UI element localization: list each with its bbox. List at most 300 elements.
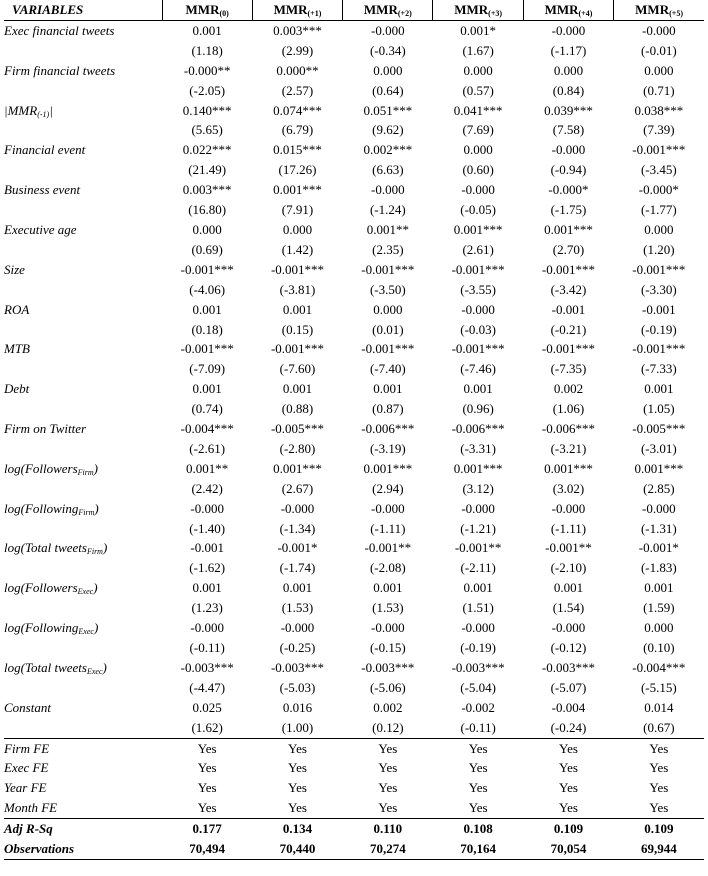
coefficient-cell: -0.004*** bbox=[180, 421, 234, 437]
empty-cell bbox=[4, 439, 162, 459]
t-stat-cell: (-0.25) bbox=[279, 640, 316, 655]
coefficient-cell: 0.001** bbox=[366, 221, 409, 237]
statistic-cell: 70,440 bbox=[252, 839, 342, 859]
t-stat-cell: (0.87) bbox=[372, 401, 404, 417]
coefficient-cell: 0.140*** bbox=[182, 102, 232, 118]
statistic-cell: 0.108 bbox=[463, 821, 493, 837]
coefficient-cell: 0.000 bbox=[553, 62, 584, 78]
coefficient-cell: -0.001*** bbox=[632, 142, 686, 158]
coefficient-cell: -0.000 bbox=[642, 500, 676, 516]
column-header-4 bbox=[523, 0, 613, 20]
tstat-row bbox=[4, 519, 704, 539]
coefficient-row bbox=[4, 20, 704, 40]
coefficient-cell: 0.001*** bbox=[363, 460, 413, 476]
t-stat-cell: (2.99) bbox=[281, 42, 314, 58]
coefficient-cell: -0.004*** bbox=[632, 659, 686, 675]
t-stat-cell: (7.69) bbox=[462, 122, 494, 138]
t-stat-cell: (-0.19) bbox=[460, 640, 497, 655]
t-stat-cell: (-3.42) bbox=[550, 281, 587, 297]
coefficient-cell: -0.003*** bbox=[541, 659, 596, 675]
empty-cell bbox=[4, 200, 162, 220]
fixed-effect-cell: Yes bbox=[378, 760, 398, 776]
fixed-effect-cell: Yes bbox=[378, 780, 398, 796]
coefficient-cell: 0.001 bbox=[644, 580, 674, 596]
coefficient-cell: -0.001*** bbox=[541, 261, 596, 277]
t-stat-cell: (1.23) bbox=[191, 600, 223, 616]
coefficient-row bbox=[4, 578, 704, 598]
fixed-effect-cell: Yes bbox=[468, 760, 488, 776]
t-stat-cell: (6.79) bbox=[281, 122, 314, 138]
t-stat-cell: (-4.47) bbox=[189, 679, 226, 695]
coefficient-cell: -0.000 bbox=[461, 500, 495, 516]
column-header-base: MMR bbox=[185, 2, 220, 17]
t-stat-cell: (-3.55) bbox=[460, 281, 497, 297]
t-stat-cell: (-0.12) bbox=[550, 640, 587, 655]
coefficient-cell: 0.014 bbox=[644, 699, 674, 715]
t-stat-cell: (9.62) bbox=[372, 122, 404, 138]
t-stat-cell: (-5.07) bbox=[550, 679, 587, 695]
t-stat-cell: (0.60) bbox=[462, 162, 494, 178]
t-stat-cell: (-7.33) bbox=[640, 361, 677, 377]
tstat-row bbox=[4, 718, 704, 738]
t-stat-cell: (-7.09) bbox=[189, 361, 226, 377]
coefficient-cell: 0.001 bbox=[463, 580, 493, 596]
coefficient-row bbox=[4, 459, 704, 479]
coefficient-cell: 0.000 bbox=[644, 221, 674, 237]
variable-label: log(Following$_{Firm}$) bbox=[4, 500, 99, 517]
tstat-row bbox=[4, 120, 704, 140]
coefficient-cell: -0.001*** bbox=[632, 341, 686, 357]
header-row bbox=[4, 0, 704, 20]
coefficient-row bbox=[4, 260, 704, 280]
coefficient-cell: -0.000* bbox=[638, 182, 679, 198]
fixed-effect-cell: Yes bbox=[523, 798, 613, 818]
coefficient-cell: -0.001*** bbox=[180, 341, 234, 357]
coefficient-cell: -0.000 bbox=[551, 620, 586, 636]
coefficient-cell: 0.001 bbox=[282, 381, 313, 397]
t-stat-cell: (-1.34) bbox=[279, 520, 316, 536]
coefficient-cell: 0.000 bbox=[644, 62, 674, 78]
statistic-cell: 0.110 bbox=[373, 821, 403, 837]
coefficient-cell: 0.001*** bbox=[544, 460, 593, 476]
coefficient-cell: -0.000** bbox=[183, 62, 231, 78]
coefficient-cell: 0.001*** bbox=[273, 460, 322, 476]
tstat-row bbox=[4, 359, 704, 379]
variable-label: Firm financial tweets bbox=[4, 62, 116, 78]
tstat-row bbox=[4, 81, 704, 101]
empty-cell bbox=[4, 81, 162, 101]
t-stat-cell: (0.67) bbox=[614, 718, 704, 738]
coefficient-cell: 0.001 bbox=[463, 381, 493, 397]
coefficient-cell: -0.001*** bbox=[451, 341, 505, 357]
fixed-effect-cell: Yes bbox=[468, 740, 488, 756]
t-stat-cell: (-2.11) bbox=[460, 560, 496, 576]
fixed-effect-row bbox=[4, 738, 704, 758]
coefficient-cell: 0.003*** bbox=[182, 182, 232, 198]
tstat-row bbox=[4, 399, 704, 419]
t-stat-cell: (-2.61) bbox=[189, 440, 226, 456]
tstat-row bbox=[4, 200, 704, 220]
coefficient-cell: -0.005*** bbox=[270, 421, 325, 437]
t-stat-cell: (7.91) bbox=[281, 202, 314, 218]
empty-cell bbox=[4, 718, 162, 738]
t-stat-cell: (-0.19) bbox=[640, 321, 677, 337]
regression-table bbox=[4, 0, 704, 860]
statistic-cell: 70,164 bbox=[433, 839, 523, 859]
t-stat-cell: (0.01) bbox=[372, 321, 404, 337]
coefficient-cell: -0.000 bbox=[280, 500, 315, 516]
coefficient-cell: 0.001*** bbox=[544, 221, 593, 237]
coefficient-row bbox=[4, 220, 704, 240]
statistic-cell: 0.134 bbox=[282, 821, 313, 837]
empty-cell bbox=[4, 359, 162, 379]
coefficient-cell: -0.003*** bbox=[451, 659, 505, 675]
t-stat-cell: (-1.11) bbox=[370, 520, 406, 536]
tstat-row bbox=[4, 41, 704, 61]
empty-cell bbox=[4, 479, 162, 499]
coefficient-cell: 0.039*** bbox=[544, 102, 593, 118]
statistic-cell: 0.109 bbox=[644, 821, 674, 837]
coefficient-cell: -0.001*** bbox=[270, 341, 325, 357]
coefficient-cell: 0.041*** bbox=[453, 102, 503, 118]
statistic-cell: 70,494 bbox=[162, 839, 252, 859]
t-stat-cell: (1.62) bbox=[162, 718, 252, 738]
variable-label: Financial event bbox=[4, 142, 86, 158]
variable-label: Month FE bbox=[4, 798, 162, 818]
coefficient-cell: 0.022*** bbox=[182, 142, 232, 158]
coefficient-cell: 0.000 bbox=[644, 620, 674, 636]
coefficient-cell: 0.001 bbox=[373, 580, 403, 596]
statistic-cell: 70,274 bbox=[343, 839, 433, 859]
coefficient-cell: -0.000 bbox=[371, 22, 405, 38]
variable-label: $|MMR_{(-1)}|$ bbox=[4, 102, 53, 119]
fixed-effect-cell: Yes bbox=[288, 760, 307, 776]
t-stat-cell: (-5.06) bbox=[369, 679, 406, 695]
variable-label: log(Followers$_{Exec}$) bbox=[4, 580, 98, 597]
coefficient-cell: 0.001** bbox=[186, 460, 229, 476]
coefficient-row bbox=[4, 61, 704, 81]
t-stat-cell: (-5.03) bbox=[279, 679, 316, 695]
coefficient-cell: -0.000 bbox=[551, 500, 586, 516]
t-stat-cell: (-3.50) bbox=[369, 281, 406, 297]
t-stat-cell: (0.18) bbox=[191, 321, 223, 337]
coefficient-cell: 0.001*** bbox=[453, 221, 503, 237]
statistic-row bbox=[4, 839, 704, 859]
t-stat-cell: (0.88) bbox=[281, 401, 314, 417]
statistic-cell: 70,054 bbox=[523, 839, 613, 859]
column-header-sub: (+1) bbox=[307, 9, 322, 18]
coefficient-cell: -0.000 bbox=[461, 182, 495, 198]
coefficient-row bbox=[4, 698, 704, 718]
t-stat-cell: (-0.11) bbox=[433, 718, 523, 738]
coefficient-cell: -0.001*** bbox=[541, 341, 596, 357]
t-stat-cell: (-1.83) bbox=[640, 560, 677, 576]
coefficient-cell: -0.000* bbox=[548, 182, 589, 198]
fixed-effect-cell: Yes bbox=[378, 740, 398, 756]
column-header-base: MMR bbox=[454, 2, 489, 17]
fixed-effect-row bbox=[4, 798, 704, 818]
fixed-effect-cell: Yes bbox=[162, 798, 252, 818]
t-stat-cell: (-0.94) bbox=[550, 162, 587, 178]
coefficient-row bbox=[4, 140, 704, 160]
t-stat-cell: (7.58) bbox=[552, 122, 585, 138]
empty-cell bbox=[4, 399, 162, 419]
variable-label: log(Total tweets$_{Firm}$) bbox=[4, 540, 108, 557]
fixed-effect-cell: Yes bbox=[197, 740, 217, 756]
t-stat-cell: (1.05) bbox=[643, 401, 675, 417]
t-stat-cell: (-3.19) bbox=[369, 440, 406, 456]
fixed-effect-cell: Yes bbox=[288, 780, 307, 796]
coefficient-cell: -0.006*** bbox=[361, 421, 415, 437]
coefficient-cell: -0.001*** bbox=[451, 261, 505, 277]
variable-label: Year FE bbox=[4, 780, 47, 796]
t-stat-cell: (-0.24) bbox=[523, 718, 613, 738]
coefficient-cell: 0.051*** bbox=[363, 102, 413, 118]
coefficient-cell: -0.001* bbox=[277, 540, 318, 556]
t-stat-cell: (-3.21) bbox=[550, 440, 587, 456]
coefficient-cell: 0.000** bbox=[276, 62, 319, 78]
t-stat-cell: (0.96) bbox=[462, 401, 494, 417]
t-stat-cell: (2.57) bbox=[281, 82, 314, 98]
coefficient-cell: 0.001* bbox=[460, 22, 497, 38]
variable-label: MTB bbox=[4, 341, 30, 357]
t-stat-cell: (1.53) bbox=[281, 600, 314, 616]
t-stat-cell: (-4.06) bbox=[189, 281, 226, 297]
variable-label: ROA bbox=[4, 301, 30, 317]
coefficient-row bbox=[4, 101, 704, 121]
t-stat-cell: (1.00) bbox=[252, 718, 342, 738]
fixed-effect-row bbox=[4, 758, 704, 778]
coefficient-cell: 0.025 bbox=[192, 699, 222, 715]
empty-cell bbox=[4, 558, 162, 578]
coefficient-cell: 0.000 bbox=[463, 142, 493, 158]
coefficient-cell: 0.000 bbox=[463, 62, 493, 78]
statistic-cell: 0.109 bbox=[553, 821, 584, 837]
column-header-3 bbox=[433, 0, 523, 20]
coefficient-cell: -0.003*** bbox=[270, 659, 325, 675]
variable-label: log(Total tweets$_{Exec}$) bbox=[4, 659, 107, 676]
column-header-sub: (+2) bbox=[397, 9, 412, 18]
t-stat-cell: (-1.24) bbox=[369, 202, 406, 218]
variable-label: Debt bbox=[4, 381, 30, 397]
fixed-effect-cell: Yes bbox=[252, 798, 342, 818]
t-stat-cell: (21.49) bbox=[188, 162, 227, 178]
coefficient-cell: 0.001 bbox=[192, 381, 222, 397]
t-stat-cell: (-0.15) bbox=[369, 640, 406, 655]
coefficient-cell: 0.074*** bbox=[273, 102, 322, 118]
t-stat-cell: (-3.45) bbox=[640, 162, 677, 178]
empty-cell bbox=[4, 160, 162, 180]
statistic-cell: 69,944 bbox=[614, 839, 704, 859]
coefficient-cell: -0.000 bbox=[461, 620, 495, 636]
coefficient-cell: -0.000 bbox=[461, 301, 495, 317]
tstat-row bbox=[4, 160, 704, 180]
variable-label: Firm on Twitter bbox=[4, 421, 87, 437]
column-header-sub: (+5) bbox=[669, 9, 683, 18]
column-header-sub: (+3) bbox=[488, 9, 503, 18]
t-stat-cell: (0.71) bbox=[643, 82, 675, 98]
statistic-row bbox=[4, 819, 704, 839]
t-stat-cell: (-7.46) bbox=[460, 361, 497, 377]
tstat-row bbox=[4, 320, 704, 340]
column-header-0 bbox=[162, 0, 252, 20]
column-header-2 bbox=[343, 0, 433, 20]
fixed-effect-row bbox=[4, 778, 704, 798]
fixed-effect-cell: Yes bbox=[649, 760, 669, 776]
t-stat-cell: (0.15) bbox=[281, 321, 314, 337]
t-stat-cell: (-0.34) bbox=[369, 42, 406, 58]
column-header-sub: (+4) bbox=[578, 9, 593, 18]
t-stat-cell: (0.74) bbox=[191, 401, 223, 417]
t-stat-cell: (16.80) bbox=[188, 202, 227, 218]
variables-header: VARIABLES bbox=[4, 0, 162, 20]
t-stat-cell: (0.84) bbox=[552, 82, 585, 98]
coefficient-cell: 0.002*** bbox=[363, 142, 413, 158]
t-stat-cell: (1.51) bbox=[462, 600, 494, 616]
variable-label: Size bbox=[4, 261, 25, 277]
empty-cell bbox=[4, 638, 162, 658]
variable-label: log(Following$_{Exec}$) bbox=[4, 620, 99, 637]
tstat-row bbox=[4, 439, 704, 459]
coefficient-cell: 0.002 bbox=[553, 381, 584, 397]
fixed-effect-cell: Yes bbox=[468, 780, 488, 796]
coefficient-cell: 0.015*** bbox=[273, 142, 322, 158]
coefficient-cell: 0.000 bbox=[192, 221, 222, 237]
tstat-row bbox=[4, 638, 704, 658]
t-stat-cell: (0.69) bbox=[191, 241, 223, 257]
t-stat-cell: (-1.74) bbox=[279, 560, 316, 576]
coefficient-cell: -0.006*** bbox=[541, 421, 596, 437]
coefficient-cell: -0.001** bbox=[454, 540, 502, 556]
coefficient-cell: 0.001 bbox=[282, 580, 313, 596]
t-stat-cell: (2.42) bbox=[191, 480, 223, 496]
variable-label: Observations bbox=[4, 839, 162, 859]
coefficient-row bbox=[4, 419, 704, 439]
coefficient-cell: -0.001 bbox=[190, 540, 224, 556]
coefficient-row bbox=[4, 180, 704, 200]
coefficient-cell: -0.004 bbox=[551, 699, 586, 715]
coefficient-cell: -0.001 bbox=[642, 301, 676, 317]
t-stat-cell: (2.35) bbox=[372, 241, 404, 257]
t-stat-cell: (2.61) bbox=[462, 241, 494, 257]
t-stat-cell: (-5.15) bbox=[640, 679, 677, 695]
coefficient-cell: 0.001 bbox=[192, 22, 222, 38]
coefficient-cell: 0.000 bbox=[373, 62, 403, 78]
t-stat-cell: (0.64) bbox=[372, 82, 404, 98]
t-stat-cell: (1.67) bbox=[462, 42, 494, 58]
variable-label: Business event bbox=[4, 182, 81, 198]
t-stat-cell: (-2.05) bbox=[189, 82, 226, 98]
coefficient-cell: -0.001** bbox=[545, 540, 592, 556]
t-stat-cell: (3.12) bbox=[462, 480, 494, 496]
coefficient-cell: -0.000 bbox=[280, 620, 315, 636]
coefficient-cell: -0.005*** bbox=[632, 421, 686, 437]
t-stat-cell: (2.67) bbox=[281, 480, 314, 496]
t-stat-cell: (3.02) bbox=[552, 480, 585, 496]
t-stat-cell: (1.59) bbox=[643, 600, 675, 616]
coefficient-cell: 0.001 bbox=[192, 580, 222, 596]
variable-label: Constant bbox=[4, 699, 51, 715]
tstat-row bbox=[4, 240, 704, 260]
coefficient-cell: 0.000 bbox=[373, 301, 403, 317]
coefficient-cell: -0.000 bbox=[190, 500, 224, 516]
t-stat-cell: (2.70) bbox=[552, 241, 585, 257]
coefficient-cell: -0.000 bbox=[371, 500, 405, 516]
coefficient-cell: -0.006*** bbox=[451, 421, 505, 437]
coefficient-cell: -0.000 bbox=[371, 620, 405, 636]
t-stat-cell: (-3.01) bbox=[640, 440, 677, 456]
fixed-effect-cell: Yes bbox=[288, 740, 307, 756]
fixed-effect-cell: Yes bbox=[649, 740, 669, 756]
coefficient-row bbox=[4, 339, 704, 359]
t-stat-cell: (-2.08) bbox=[369, 560, 406, 576]
t-stat-cell: (17.26) bbox=[278, 162, 317, 178]
coefficient-row bbox=[4, 379, 704, 399]
t-stat-cell: (7.39) bbox=[643, 122, 675, 138]
fixed-effect-cell: Yes bbox=[343, 798, 433, 818]
t-stat-cell: (-0.05) bbox=[460, 202, 497, 218]
fixed-effect-cell: Yes bbox=[649, 780, 669, 796]
coefficient-cell: 0.016 bbox=[282, 699, 313, 715]
t-stat-cell: (-7.60) bbox=[279, 361, 316, 377]
fixed-effect-cell: Yes bbox=[197, 780, 217, 796]
fixed-effect-cell: Yes bbox=[197, 760, 217, 776]
coefficient-cell: -0.001** bbox=[364, 540, 412, 556]
coefficient-cell: -0.000 bbox=[190, 620, 224, 636]
column-header-base: MMR bbox=[635, 2, 670, 17]
t-stat-cell: (-1.40) bbox=[189, 520, 226, 536]
column-header-base: MMR bbox=[363, 2, 398, 17]
coefficient-cell: -0.001*** bbox=[632, 261, 686, 277]
t-stat-cell: (-1.77) bbox=[640, 202, 677, 218]
t-stat-cell: (-7.40) bbox=[369, 361, 406, 377]
t-stat-cell: (-1.31) bbox=[640, 520, 677, 536]
t-stat-cell: (-0.01) bbox=[640, 42, 677, 58]
column-header-5 bbox=[614, 0, 704, 20]
t-stat-cell: (1.18) bbox=[191, 42, 223, 58]
tstat-row bbox=[4, 280, 704, 300]
t-stat-cell: (6.63) bbox=[372, 162, 404, 178]
t-stat-cell: (1.53) bbox=[372, 600, 404, 616]
coefficient-cell: -0.000 bbox=[642, 22, 676, 38]
empty-cell bbox=[4, 41, 162, 61]
t-stat-cell: (1.42) bbox=[281, 241, 314, 257]
coefficient-cell: 0.038*** bbox=[634, 102, 684, 118]
coefficient-row bbox=[4, 499, 704, 519]
column-header-base: MMR bbox=[544, 2, 579, 17]
variable-label: Adj R-Sq bbox=[4, 821, 53, 837]
coefficient-cell: -0.003*** bbox=[180, 659, 234, 675]
variable-label: Firm FE bbox=[4, 740, 50, 756]
coefficient-cell: -0.003*** bbox=[361, 659, 415, 675]
column-header-sub: (0) bbox=[219, 9, 229, 18]
empty-cell bbox=[4, 240, 162, 260]
variable-label: Executive age bbox=[4, 221, 77, 237]
tstat-row bbox=[4, 598, 704, 618]
coefficient-cell: -0.000 bbox=[371, 182, 405, 198]
variable-label: Exec financial tweets bbox=[4, 22, 115, 38]
tstat-row bbox=[4, 678, 704, 698]
coefficient-cell: -0.001*** bbox=[361, 261, 415, 277]
coefficient-cell: -0.000 bbox=[551, 142, 586, 158]
variable-label: Exec FE bbox=[4, 760, 49, 776]
fixed-effect-cell: Yes bbox=[559, 780, 578, 796]
tstat-row bbox=[4, 479, 704, 499]
coefficient-cell: -0.002 bbox=[461, 699, 495, 715]
t-stat-cell: (1.06) bbox=[552, 401, 585, 417]
column-header-1 bbox=[252, 0, 342, 20]
empty-cell bbox=[4, 320, 162, 340]
